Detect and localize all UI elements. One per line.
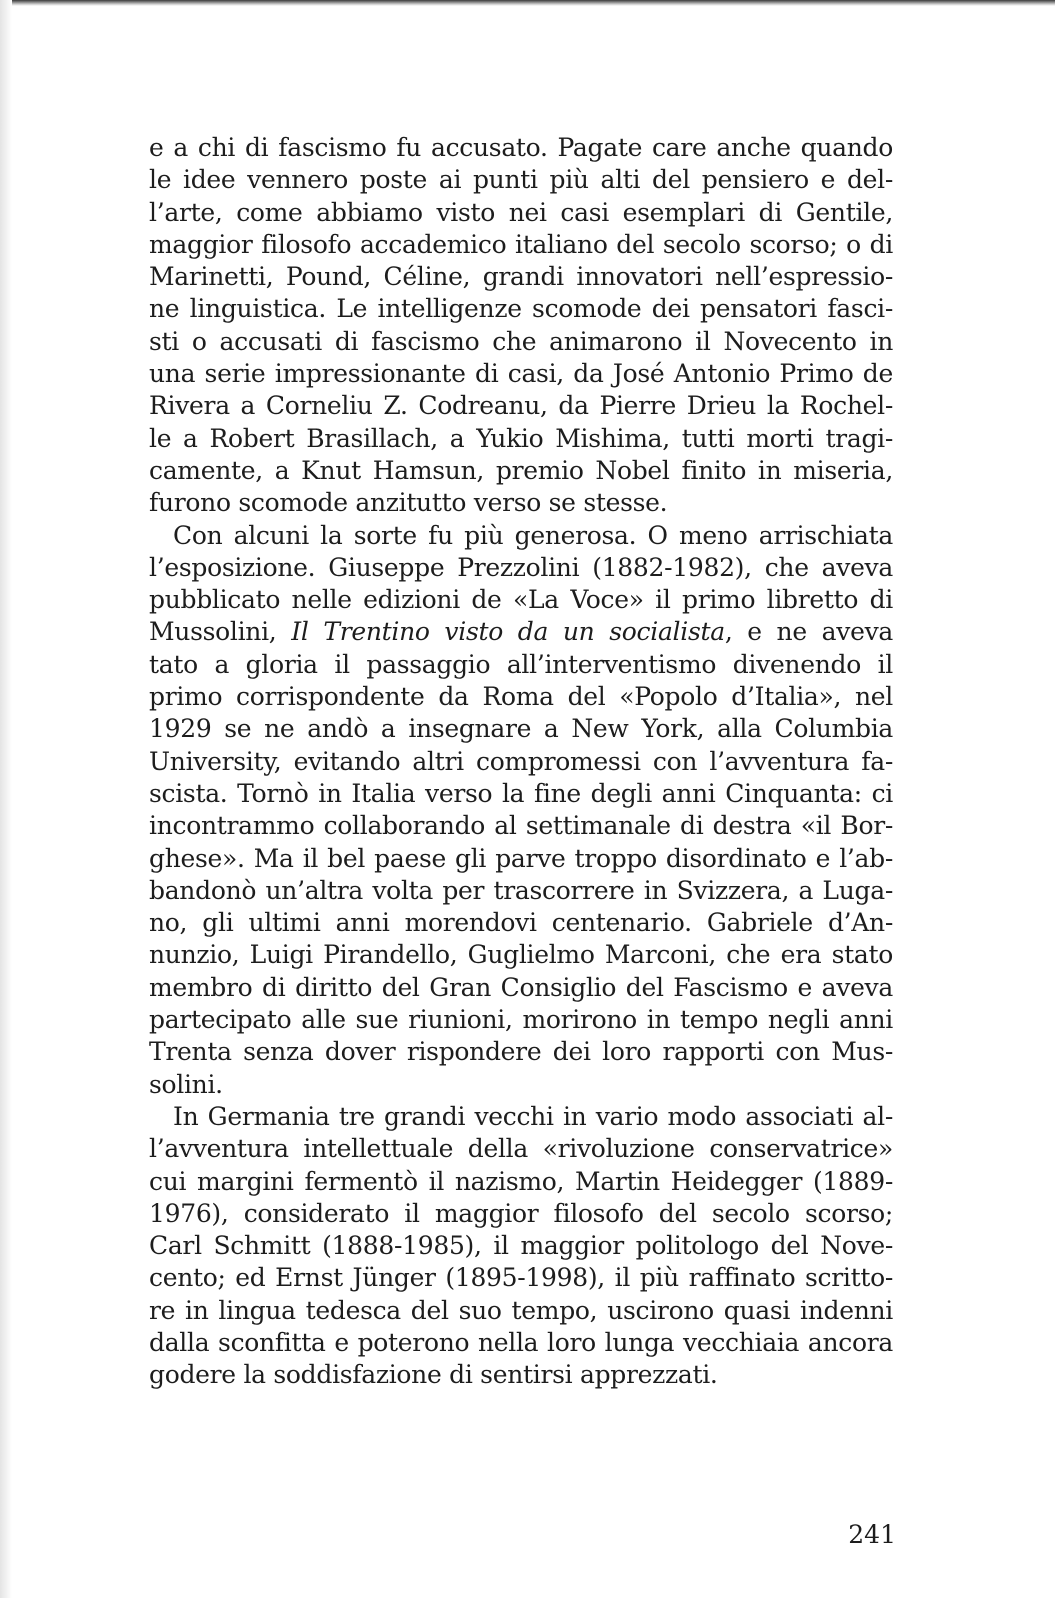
text-line: Carl Schmitt (1888-1985), il maggior politologo del Nove- xyxy=(149,1231,893,1261)
scan-edge-left xyxy=(0,0,12,1598)
text-line: incontrammo collaborando al settimanale di destra «il Bor- xyxy=(149,811,893,841)
text-line: le idee vennero poste ai punti più alti del pensiero e del- xyxy=(149,165,893,195)
text-line-with-title xyxy=(149,616,893,648)
text-line: tato a gloria il passaggio all’interventismo divenendo il xyxy=(149,649,893,679)
text-line: membro di diritto del Gran Consiglio del Fascismo e aveva xyxy=(149,972,893,1002)
text-line: camente, a Knut Hamsun, premio Nobel finito in miseria, xyxy=(149,455,893,485)
text-line: solini. xyxy=(149,1069,223,1099)
text-line: e a chi di fascismo fu accusato. Pagate care anche quando xyxy=(149,133,893,162)
text-line: bandonò un’altra volta per trascorrere in Svizzera, a Luga- xyxy=(149,875,893,905)
book-title: Il Trentino visto da un socialista xyxy=(291,617,725,647)
text-line: furono scomode anzitutto verso se stesse. xyxy=(149,488,668,518)
text-line: Rivera a Corneliu Z. Codreanu, da Pierre Drieu la Rochel- xyxy=(149,391,893,421)
text-line: le a Robert Brasillach, a Yukio Mishima, tutti morti tragi- xyxy=(149,423,893,453)
text-line: scista. Tornò in Italia verso la fine degli anni Cinquanta: ci xyxy=(149,778,893,808)
text-fragment: Mussolini, xyxy=(149,617,292,647)
text-line: Marinetti, Pound, Céline, grandi innovatori nell’espressio- xyxy=(149,262,893,292)
text-line: ghese». Ma il bel paese gli parve troppo disordinato e l’ab- xyxy=(149,843,893,873)
text-line: University, evitando altri compromessi con l’avventura fa- xyxy=(149,746,893,776)
text-line: no, gli ultimi anni morendovi centenario. Gabriele d’An- xyxy=(149,908,893,938)
text-line: cui margini fermentò il nazismo, Martin Heidegger (1889- xyxy=(149,1166,893,1196)
text-line: sti o accusati di fascismo che animarono il Novecento in xyxy=(149,326,893,356)
text-line: 1976), considerato il maggior filosofo del secolo scorso; xyxy=(149,1198,893,1228)
body-text xyxy=(149,132,893,1392)
text-line: re in lingua tedesca del suo tempo, uscirono quasi indenni xyxy=(149,1295,893,1325)
text-line: 1929 se ne andò a insegnare a New York, alla Columbia xyxy=(149,714,893,744)
text-line xyxy=(149,520,893,552)
text-line: ne linguistica. Le intelligenze scomode dei pensatori fasci- xyxy=(149,294,893,324)
text-fragment: , e ne aveva xyxy=(724,617,893,647)
text-line: primo corrispondente da Roma del «Popolo d’Italia», nel xyxy=(149,682,893,712)
scan-edge-top xyxy=(0,0,1055,6)
text-line: In Germania tre grandi vecchi in vario modo associati al- xyxy=(173,1101,893,1131)
text-line: nunzio, Luigi Pirandello, Guglielmo Marconi, che era stato xyxy=(149,940,893,970)
text-line: Trenta senza dover rispondere dei loro rapporti con Mus- xyxy=(149,1037,893,1067)
text-line: l’esposizione. Giuseppe Prezzolini (1882-1982), che aveva xyxy=(149,552,893,582)
text-line: cento; ed Ernst Jünger (1895-1998), il più raffinato scritto- xyxy=(149,1263,893,1293)
text-line: dalla sconfitta e poterono nella loro lunga vecchiaia ancora xyxy=(149,1327,893,1357)
text-line: godere la soddisfazione di sentirsi apprezzati. xyxy=(149,1360,718,1390)
text-line: pubblicato nelle edizioni de «La Voce» il primo libretto di xyxy=(149,585,893,615)
text-line: maggior filosofo accademico italiano del secolo scorso; o di xyxy=(149,229,893,259)
page-number: 241 xyxy=(848,1520,896,1549)
text-line-content: Con alcuni la sorte fu più generosa. O meno arrischiata xyxy=(173,520,893,550)
text-line: una serie impressionante di casi, da José Antonio Primo de xyxy=(149,359,893,389)
text-line: l’arte, come abbiamo visto nei casi esemplari di Gentile, xyxy=(149,197,893,227)
text-line: l’avventura intellettuale della «rivoluzione conservatrice» xyxy=(149,1134,893,1164)
text-line: partecipato alle sue riunioni, morirono in tempo negli anni xyxy=(149,1005,893,1035)
